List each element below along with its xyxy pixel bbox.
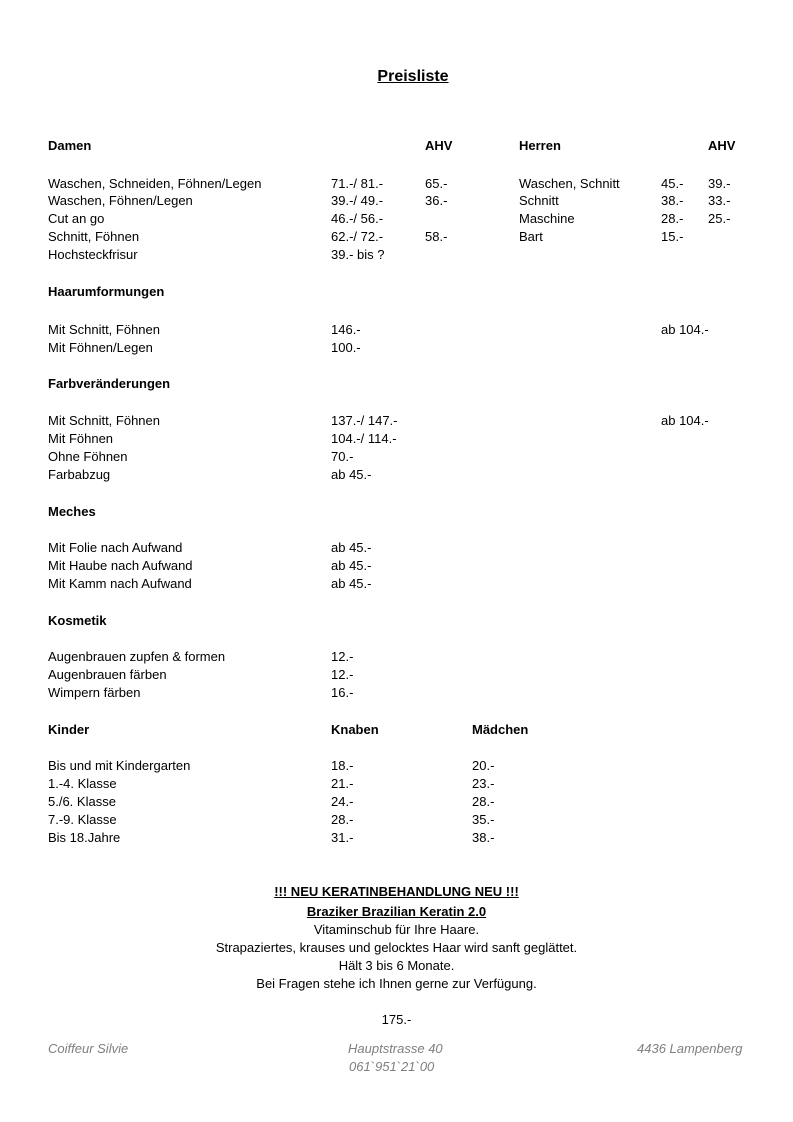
footer-street: Hauptstrasse 40 [348,1041,443,1056]
knaben-heading: Knaben [331,722,379,737]
list-item: Bis und mit Kindergarten [48,758,191,773]
price: 12.- [331,649,354,664]
ahv-price: 33.- [708,193,731,208]
knaben-price: 24.- [331,794,354,809]
knaben-price: 21.- [331,776,354,791]
footer-city: 4436 Lampenberg [637,1041,743,1056]
maedchen-heading: Mädchen [472,722,529,737]
keratin-product: Braziker Brazilian Keratin 2.0 [306,904,487,919]
price: 104.-/ 114.- [331,431,397,446]
keratin-line: Strapaziertes, krauses und gelocktes Haar wird sanft geglättet. [215,940,578,955]
list-item: Mit Föhnen [48,431,114,446]
list-item: Schnitt, Föhnen [48,229,140,244]
damen-heading: Damen [48,138,92,153]
list-item: 7.-9. Klasse [48,812,117,827]
maedchen-price: 38.- [472,830,495,845]
price: ab 45.- [331,558,372,573]
price: 12.- [331,667,354,682]
price: 39.- bis ? [331,247,385,262]
page-title: Preisliste [377,68,449,85]
price: 62.-/ 72.- [331,229,384,244]
price: 16.- [331,685,354,700]
list-item: Mit Kamm nach Aufwand [48,576,192,591]
section-heading-haarumformungen: Haarumformungen [48,284,165,299]
price: 46.-/ 56.- [331,211,384,226]
knaben-price: 28.- [331,812,354,827]
herren-price: ab 104.- [661,322,709,337]
list-item: Mit Haube nach Aufwand [48,558,193,573]
section-heading-kinder: Kinder [48,722,90,737]
list-item: 5./6. Klasse [48,794,116,809]
list-item: Cut an go [48,211,105,226]
damen-ahv-heading: AHV [425,138,453,153]
list-item: Maschine [519,211,575,226]
section-heading-farbveraenderungen: Farbveränderungen [48,376,171,391]
price: 71.-/ 81.- [331,176,384,191]
maedchen-price: 20.- [472,758,495,773]
keratin-line: Bei Fragen stehe ich Ihnen gerne zur Verfügung. [256,976,537,991]
price: ab 45.- [331,576,372,591]
price: ab 45.- [331,467,372,482]
ahv-price: 58.- [425,229,448,244]
price: 38.- [661,193,684,208]
price: 100.- [331,340,361,355]
knaben-price: 18.- [331,758,354,773]
price: 70.- [331,449,354,464]
maedchen-price: 23.- [472,776,495,791]
knaben-price: 31.- [331,830,354,845]
list-item: Mit Föhnen/Legen [48,340,153,355]
list-item: Bart [519,229,543,244]
herren-price: ab 104.- [661,413,709,428]
maedchen-price: 28.- [472,794,495,809]
price: 137.-/ 147.- [331,413,398,428]
list-item: Mit Schnitt, Föhnen [48,413,160,428]
keratin-line: Vitaminschub für Ihre Haare. [313,922,480,937]
section-heading-kosmetik: Kosmetik [48,613,107,628]
keratin-line: Hält 3 bis 6 Monate. [338,958,455,973]
price: 15.- [661,229,684,244]
ahv-price: 36.- [425,193,448,208]
list-item: Waschen, Schneiden, Föhnen/Legen [48,176,262,191]
ahv-price: 25.- [708,211,731,226]
footer-phone: 061`951`21`00 [349,1059,435,1074]
list-item: Schnitt [519,193,559,208]
keratin-price: 175.- [381,1012,412,1027]
list-item: Waschen, Föhnen/Legen [48,193,193,208]
list-item: Augenbrauen färben [48,667,167,682]
list-item: Farbabzug [48,467,111,482]
list-item: Bis 18.Jahre [48,830,121,845]
price: 45.- [661,176,684,191]
maedchen-price: 35.- [472,812,495,827]
herren-heading: Herren [519,138,561,153]
list-item: Ohne Föhnen [48,449,128,464]
footer-business-name: Coiffeur Silvie [48,1041,129,1056]
list-item: 1.-4. Klasse [48,776,117,791]
section-heading-meches: Meches [48,504,96,519]
list-item: Augenbrauen zupfen & formen [48,649,226,664]
ahv-price: 65.- [425,176,448,191]
keratin-headline: !!! NEU KERATINBEHANDLUNG NEU !!! [274,884,519,899]
price: 146.- [331,322,361,337]
list-item: Wimpern färben [48,685,141,700]
price: ab 45.- [331,540,372,555]
list-item: Mit Schnitt, Föhnen [48,322,160,337]
ahv-price: 39.- [708,176,731,191]
herren-ahv-heading: AHV [708,138,736,153]
list-item: Waschen, Schnitt [519,176,620,191]
price: 39.-/ 49.- [331,193,384,208]
price: 28.- [661,211,684,226]
list-item: Hochsteckfrisur [48,247,138,262]
list-item: Mit Folie nach Aufwand [48,540,183,555]
